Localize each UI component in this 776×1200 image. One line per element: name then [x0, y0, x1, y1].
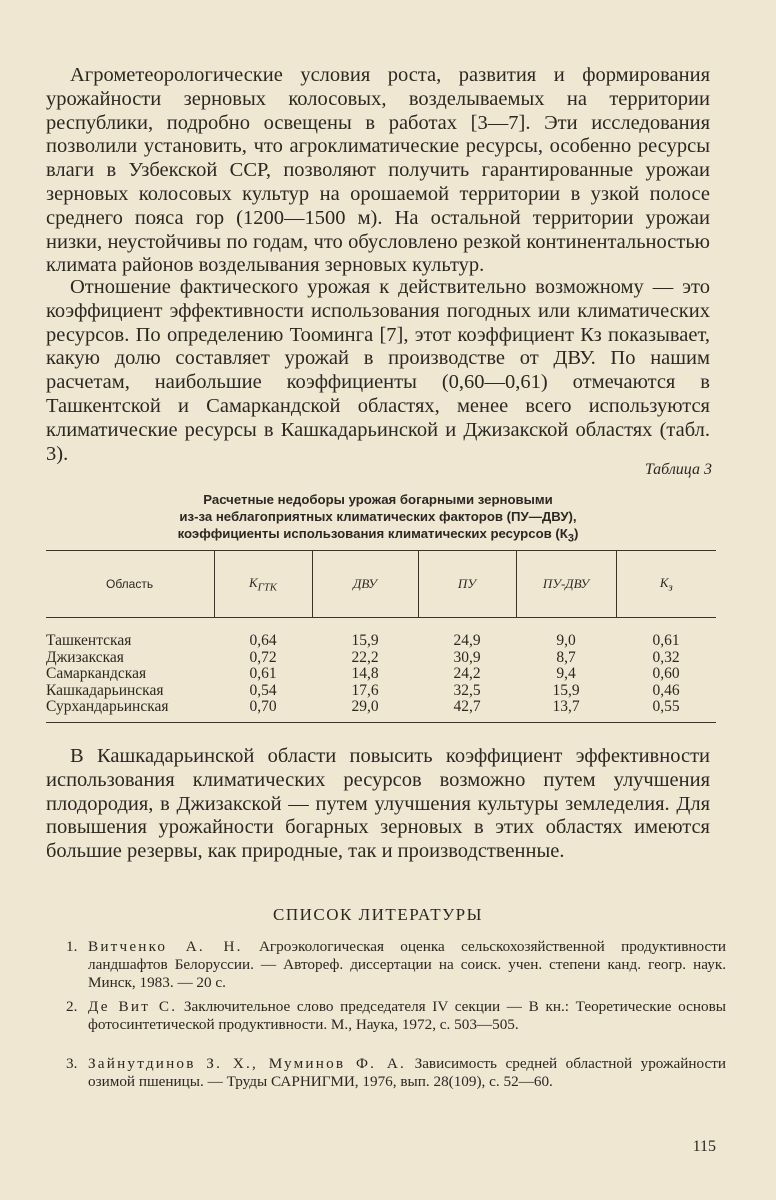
reference-item — [46, 998, 726, 1034]
header-kgtk-sub: ГТК — [257, 581, 277, 594]
table-row — [46, 666, 716, 683]
cell-dvu: 29,0 — [312, 699, 418, 722]
paragraph-agrometeorological-conditions: Агрометеорологические условия роста, развития и формирования урожайности зерновых колосовых, возделываемых на территории республики, подробно освещены в работах [3—7]. Эти исследования позволили установить, что агроклиматические ресурсы, особенно ресурсы влаги в Узбекской ССР, позволяют получить гарантированные урожаи зерновых колосовых культур на орошаемой территории в узкой полосе среднего пояса гор (1200—1500 м). На остальной территории урожаи низки, неустойчивы по годам, что обусловлено резкой континентальностью климата районов возделывания зерновых культур. — [46, 64, 710, 277]
cell-pu: 32,5 — [453, 681, 481, 699]
cell-dvu: 17,6 — [351, 681, 379, 699]
cell-region: Кашкадарьинская — [46, 681, 164, 699]
reference-text: Заключительное слово председателя IV секции — В кн.: Теоретические основы фотосинтетической продуктивности. М., Наука, 1972, с. 503—505. — [88, 998, 726, 1033]
crop-shortfall-table — [46, 550, 716, 723]
reference-item — [46, 1055, 726, 1091]
reference-item — [46, 938, 726, 992]
cell-pu: 24,2 — [453, 665, 481, 682]
references-heading: СПИСОК ЛИТЕРАТУРЫ — [273, 905, 483, 924]
table-label: Таблица 3 — [644, 461, 712, 478]
table-caption-line-2: из-за неблагоприятных климатических факторов (ПУ—ДВУ), — [179, 509, 577, 524]
cell-region: Ташкентская — [46, 632, 132, 649]
table-caption — [46, 491, 710, 548]
reference-number: 2. — [66, 998, 78, 1015]
reference-author: Витченко А. Н. — [88, 938, 243, 955]
header-dvu: ДВУ — [312, 551, 418, 618]
reference-number: 1. — [66, 938, 78, 955]
cell-kgtk: 0,64 — [249, 632, 277, 649]
cell-pu-dvu: 9,0 — [556, 632, 576, 649]
header-k3 — [616, 551, 716, 618]
cell-k3: 0,46 — [652, 681, 680, 699]
cell-k3: 0,60 — [652, 665, 680, 682]
reference-body — [88, 938, 726, 992]
cell-region: Самаркандская — [46, 665, 147, 682]
cell-region: Сурхандарьинская — [46, 699, 214, 722]
table-caption-line-3 — [46, 525, 710, 548]
reference-text: Зависимость средней областной урожайности озимой пшеницы. — Труды САРНИГМИ, 1976, вып. 28(109), с. 52—60. — [88, 1055, 726, 1090]
reference-body — [88, 1055, 726, 1091]
table-row — [46, 618, 716, 650]
cell-pu-dvu: 8,7 — [556, 648, 576, 666]
cell-k3: 0,32 — [652, 648, 680, 666]
table-caption-line-3-text: коэффициенты использования климатических ресурсов (К — [177, 526, 568, 541]
cell-dvu: 15,9 — [351, 632, 379, 649]
cell-kgtk: 0,61 — [249, 665, 277, 682]
reference-text: Агроэкологическая оценка сельскохозяйственной продуктивности ландшафтов Белоруссии. — Автореф. диссертации на соиск. учен. степени канд. геогр. наук. Минск, 1983. — 20 с. — [88, 938, 726, 991]
reference-number: 3. — [66, 1055, 78, 1072]
cell-pu: 42,7 — [418, 699, 516, 722]
reference-body — [88, 998, 726, 1034]
table-header-row — [46, 551, 716, 618]
reference-author: Зайнутдинов З. Х., Муминов Ф. А. — [88, 1055, 407, 1072]
paragraph-conclusion: В Кашкадарьинской области повысить коэффициент эффективности использования климатических ресурсов возможно путем улучшения плодородия, в Джизакской — путем улучшения культуры земледелия. Для повышения урожайности богарных зерновых в этих областях имеются большие резервы, как природные, так и производственные. — [46, 745, 710, 863]
table-row — [46, 650, 716, 667]
cell-pu-dvu: 13,7 — [516, 699, 616, 722]
cell-kgtk: 0,54 — [249, 681, 277, 699]
cell-k3: 0,55 — [616, 699, 716, 722]
cell-pu: 30,9 — [453, 648, 481, 666]
reference-author: Де Вит С. — [88, 998, 178, 1015]
header-pu: ПУ — [418, 551, 516, 618]
cell-dvu: 22,2 — [351, 648, 379, 666]
paragraph-efficiency-coefficient: Отношение фактического урожая к действительно возможному — это коэффициент эффективности использования погодных или климатических ресурсов. По определению Тооминга [7], этот коэффициент Кз показывает, какую долю составляет урожай в производстве от ДВУ. По нашим расчетам, наибольшие коэффициенты (0,60—0,61) отмечаются в Ташкентской и Самаркандской областях, менее всего используются климатические ресурсы в Кашкадарьинской и Джизакской областях (табл. 3). — [46, 276, 710, 465]
cell-region: Джизакская — [46, 648, 124, 666]
table-caption-line-1: Расчетные недоборы урожая богарными зерновыми — [203, 492, 553, 507]
cell-kgtk: 0,70 — [214, 699, 312, 722]
cell-pu: 24,9 — [453, 632, 481, 649]
table-row — [46, 699, 716, 722]
header-k3-sub: з — [668, 581, 673, 594]
table-row — [46, 683, 716, 700]
header-kgtk-main: К — [248, 574, 258, 590]
table-caption-subscript: 3 — [567, 532, 574, 545]
cell-k3: 0,61 — [652, 632, 680, 649]
header-pu-dvu: ПУ-ДВУ — [516, 551, 616, 618]
cell-pu-dvu: 15,9 — [552, 681, 580, 699]
header-kgtk — [214, 551, 312, 618]
cell-kgtk: 0,72 — [249, 648, 277, 666]
cell-dvu: 14,8 — [351, 665, 379, 682]
table-caption-line-3-end: ) — [573, 526, 579, 541]
header-k3-main: К — [659, 574, 669, 590]
header-region: Область — [46, 551, 214, 618]
page-number: 115 — [692, 1138, 716, 1155]
cell-pu-dvu: 9,4 — [556, 665, 576, 682]
